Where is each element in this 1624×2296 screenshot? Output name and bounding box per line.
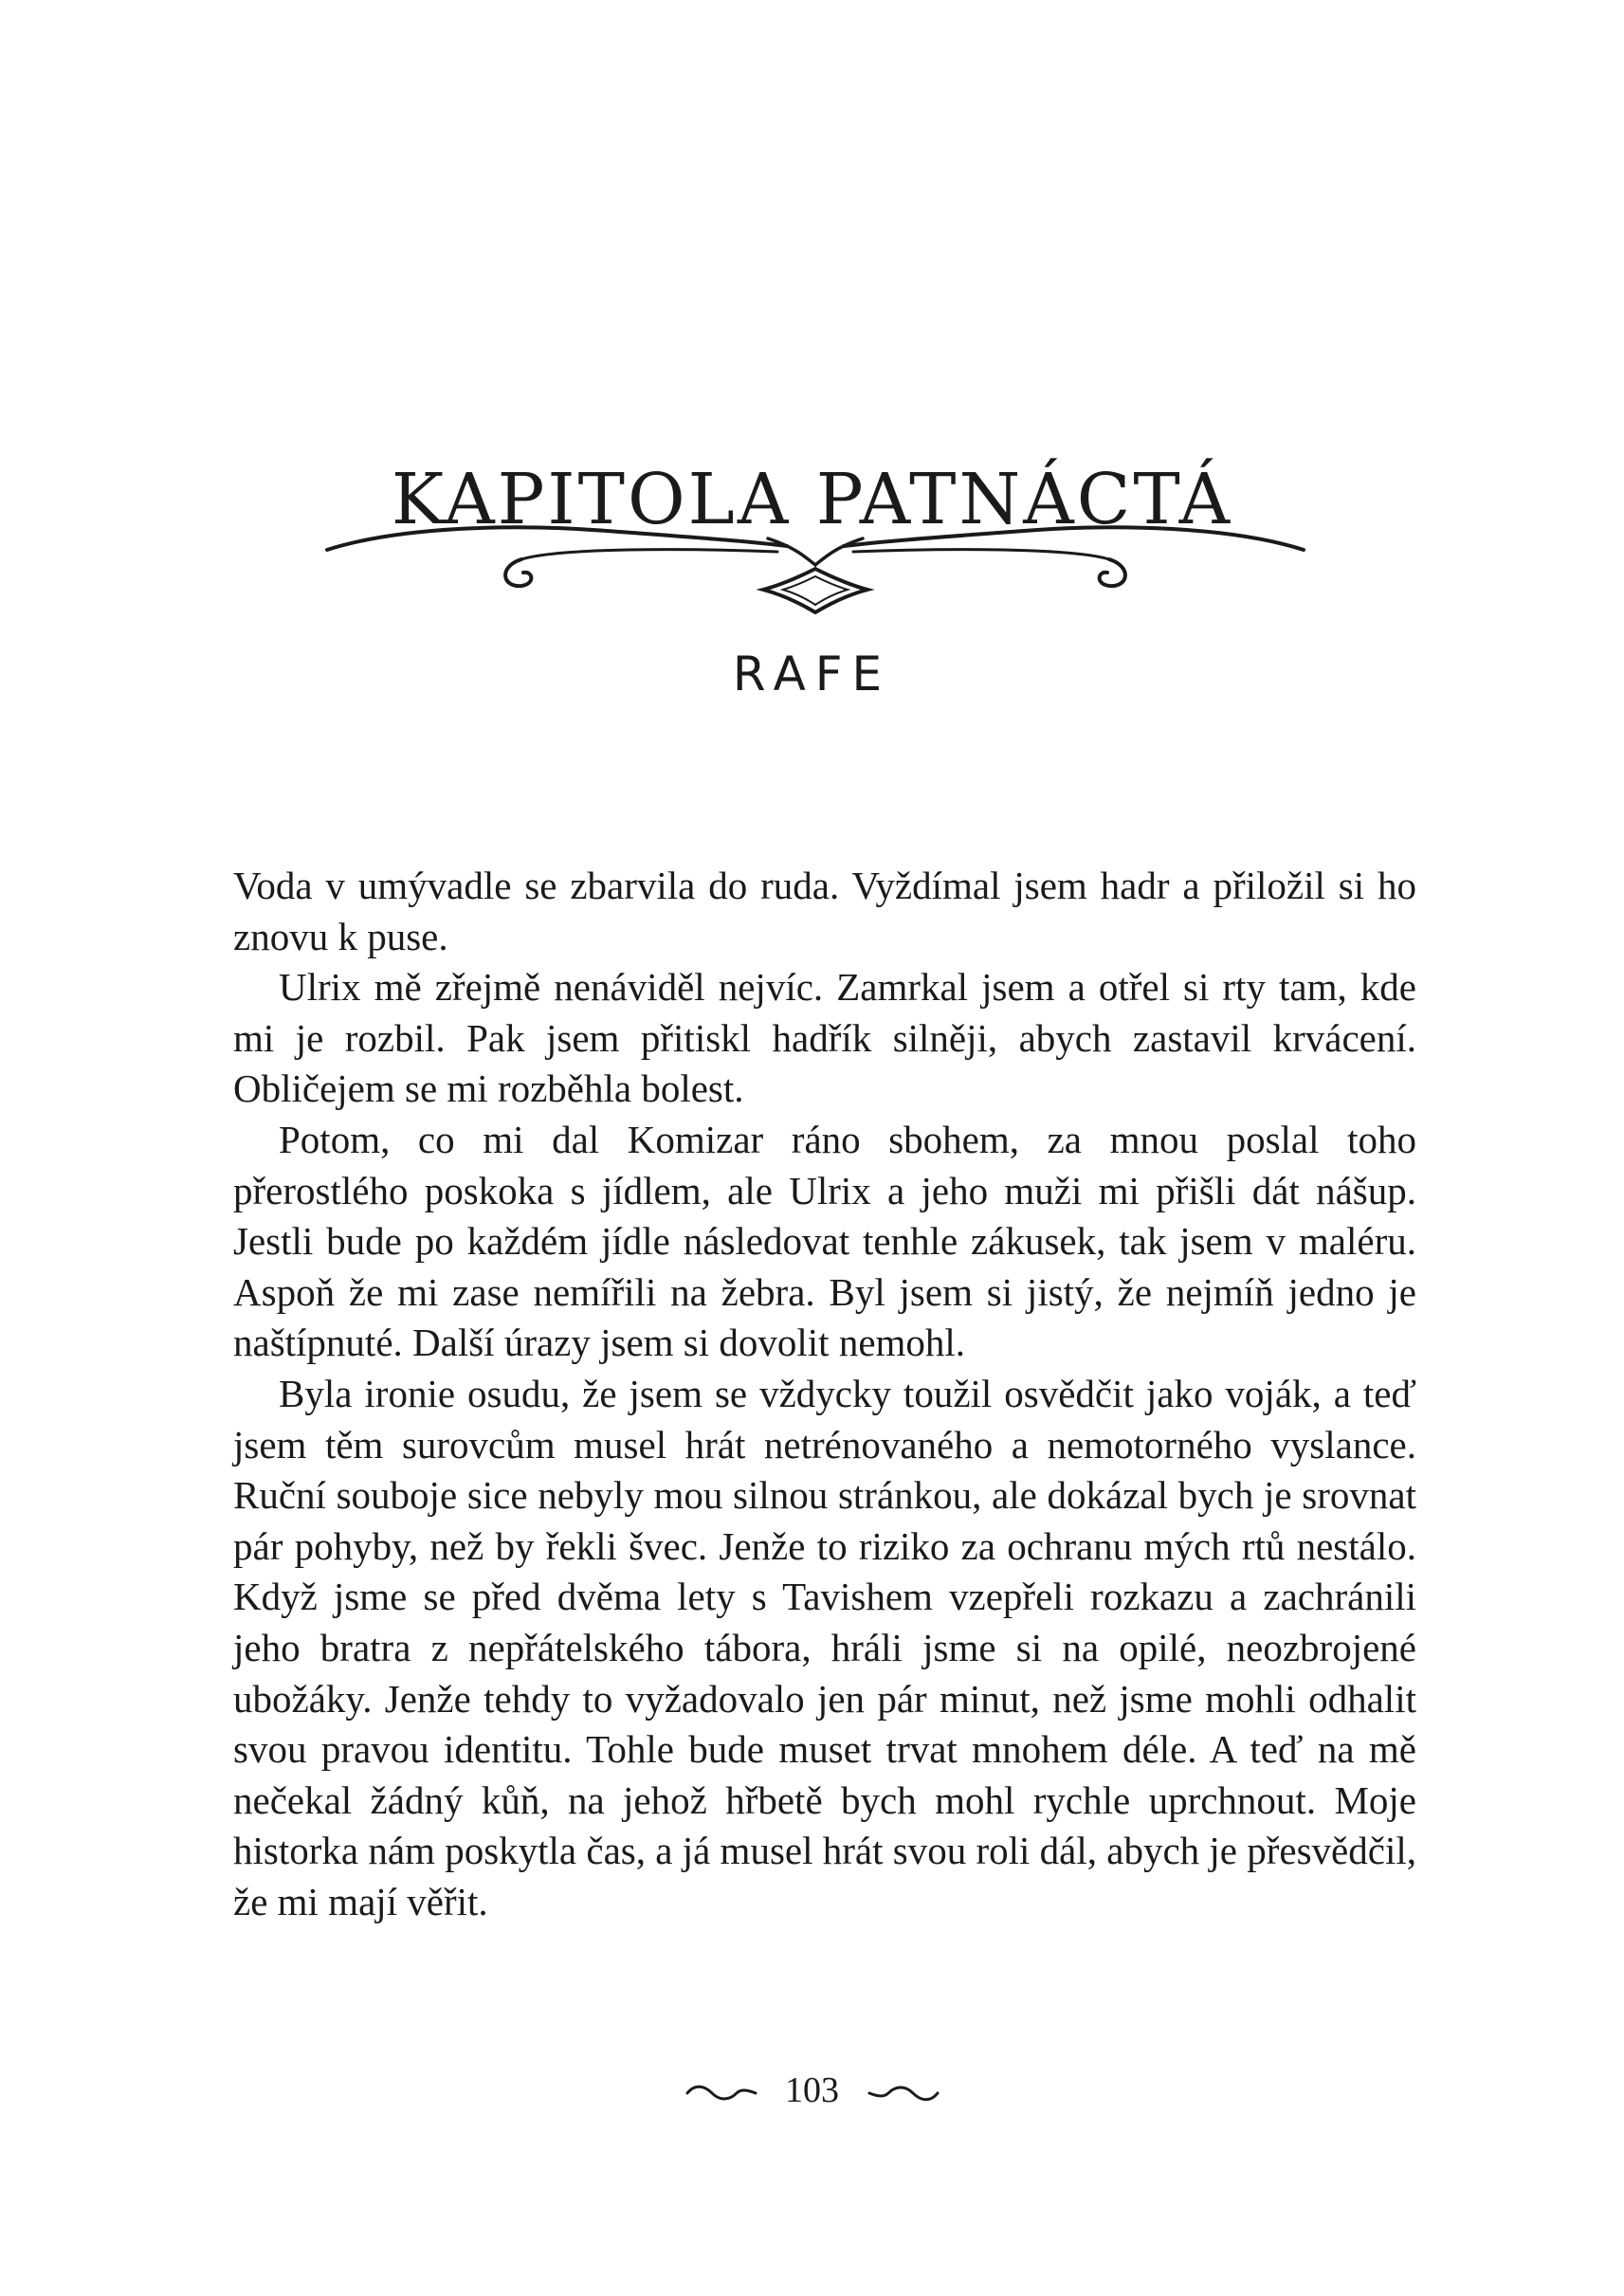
left-swash-icon <box>684 2082 759 2105</box>
ornament-divider-icon <box>322 519 1308 614</box>
page-number: 103 <box>785 2070 839 2110</box>
paragraph: Byla ironie osudu, že jsem se vždycky toužil osvědčit jako voják, a teď jsem těm surovcům musel hrát netrénovaného a nemotorného vyslance. Ruční souboje sice nebyly mou silnou stránkou, ale dokázal bych je srovnat pár pohyby, než by řekli švec. Jenže to riziko za ochranu mých rtů nestálo. Když jsme se před dvěma lety s Tavishem vzepřeli rozkazu a zachránili jeho bratra z nepřátelského tábora, hráli jsme si na opilé, neozbrojené ubožáky. Jenže tehdy to vyžadovalo jen pár minut, než jsme mohli odhalit svou pravou identitu. Tohle bude muset trvat mnohem déle. A teď na mě nečekal žádný kůň, na jehož hřbetě bych mohl rychle uprchnout. Moje historka nám poskytla čas, a já musel hrát svou roli dál, abych je přesvědčil, že mi mají věřit. <box>233 1371 1416 1923</box>
chapter-title: KAPITOLA PATNÁCTÁ <box>391 458 1233 540</box>
paragraph: Potom, co mi dal Komizar ráno sbohem, za mnou poslal toho přerostlého poskoka s jídlem, ale Ulrix a jeho muži mi přišli dát nášup. Jestli bude po každém jídle následovat tenhle zákusek, tak jsem v maléru. Aspoň že mi zase nemířili na žebra. Byl jsem si jistý, že nejmíň jedno je naštípnuté. Další úrazy jsem si dovolit nemohl. <box>233 1117 1416 1365</box>
right-swash-icon <box>866 2082 941 2105</box>
paragraph: Ulrix mě zřejmě nenáviděl nejvíc. Zamrkal jsem a otřel si rty tam, kde mi je rozbil. Pak jsem přitiskl hadřík silněji, abych zastavil krvácení. Obličejem se mi rozběhla bolest. <box>233 965 1416 1111</box>
paragraph: Voda v umývadle se zbarvila do ruda. Vyždímal jsem hadr a přiložil si ho znovu k puse. <box>233 864 1416 958</box>
page-footer <box>0 2072 1624 2108</box>
chapter-body <box>233 861 1416 1927</box>
narrator-heading: RAFE <box>732 647 892 702</box>
